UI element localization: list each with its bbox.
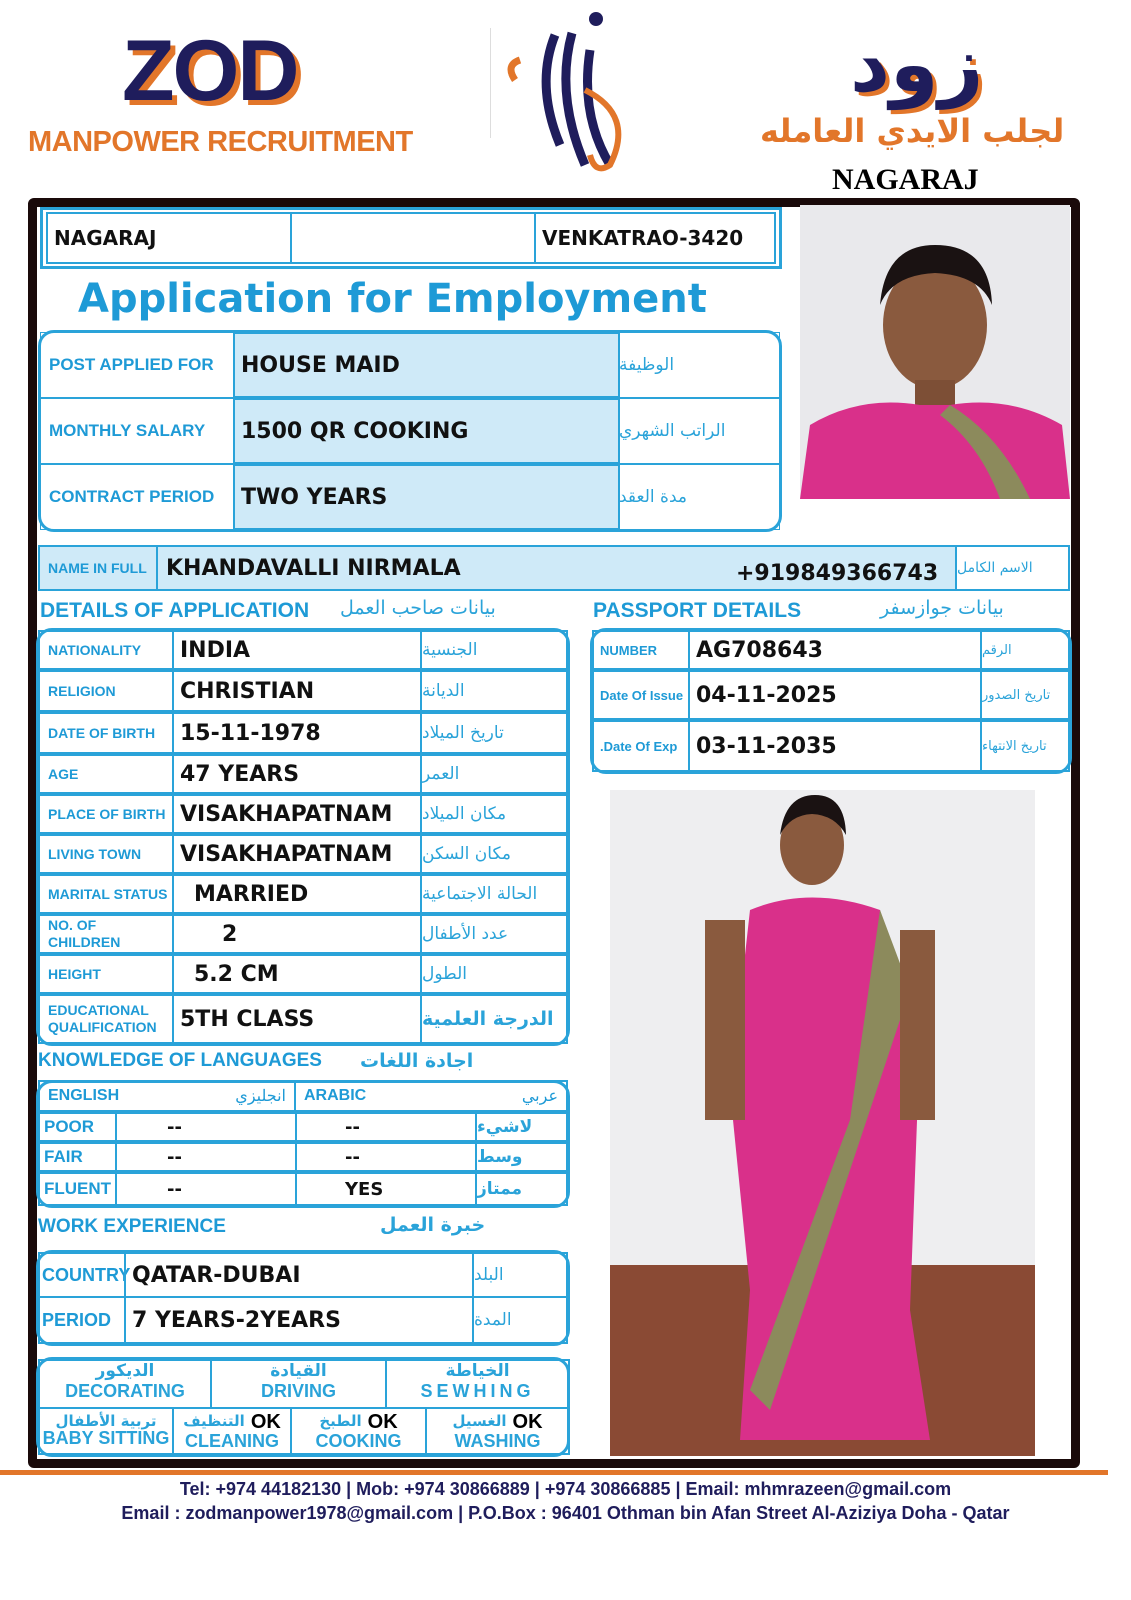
skill-cell bbox=[172, 1407, 292, 1455]
skill-check-mark: OK bbox=[367, 1410, 398, 1433]
passport-title: PASSPORT DETAILS bbox=[593, 599, 802, 622]
period-value: 7 YEARS-2YEARS bbox=[124, 1296, 474, 1344]
arabic-level-value: -- bbox=[295, 1112, 477, 1142]
passport-title-arabic: بيانات جوازسفر bbox=[880, 597, 1004, 619]
brand-tagline-arabic: لجلب الايدي العامله bbox=[760, 112, 1065, 150]
skill-label: COOKING bbox=[315, 1430, 402, 1451]
skill-label-arabic: الغسيل bbox=[452, 1411, 507, 1430]
agent-middle bbox=[290, 212, 536, 264]
skill-check-mark: OK bbox=[512, 1410, 543, 1433]
job-field-label: MONTHLY SALARY bbox=[40, 398, 235, 464]
job-field-value: TWO YEARS bbox=[233, 464, 620, 530]
footer-contact-line2: Email : zodmanpower1978@gmail.com | P.O.Box : 96401 Othman bin Afan Street Al-Aziziya Doha - Qatar bbox=[121, 1503, 1010, 1523]
detail-value: 5TH CLASS bbox=[172, 994, 422, 1044]
skill-top-line bbox=[319, 1412, 397, 1432]
period-label: PERIOD bbox=[38, 1296, 126, 1344]
country-label-arabic: البلد bbox=[472, 1252, 568, 1298]
detail-label-arabic: مكان الميلاد bbox=[420, 794, 568, 834]
arabic-label-arabic: عربي bbox=[521, 1088, 558, 1105]
detail-label: AGE bbox=[38, 754, 174, 794]
english-level-value: -- bbox=[115, 1142, 297, 1172]
arabic-label: ARABIC bbox=[304, 1087, 367, 1104]
job-field-label: CONTRACT PERIOD bbox=[40, 464, 235, 530]
passport-label-arabic: تاريخ الصدور bbox=[980, 670, 1070, 720]
detail-label: NATIONALITY bbox=[38, 630, 174, 670]
skill-top-line bbox=[55, 1411, 157, 1430]
skill-label-arabic: الديكور bbox=[95, 1361, 155, 1381]
skill-label: WASHING bbox=[454, 1430, 541, 1451]
detail-label: PLACE OF BIRTH bbox=[38, 794, 174, 834]
skill-label: DECORATING bbox=[65, 1381, 185, 1401]
form-title: Application for Employment bbox=[78, 276, 707, 322]
detail-value: INDIA bbox=[172, 630, 422, 670]
skill-label: DRIVING bbox=[260, 1381, 336, 1401]
detail-value: 15-11-1978 bbox=[172, 712, 422, 754]
full-name-value: KHANDAVALLI NIRMALA bbox=[166, 555, 461, 581]
skill-cell bbox=[38, 1359, 212, 1409]
job-field-value: 1500 QR COOKING bbox=[233, 398, 620, 464]
period-label-arabic: المدة bbox=[472, 1296, 568, 1344]
language-level-label-arabic: وسط bbox=[475, 1142, 568, 1172]
brand-logo-arabic: زود bbox=[850, 20, 984, 110]
details-title: DETAILS OF APPLICATION bbox=[40, 599, 310, 622]
detail-label-arabic: العمر bbox=[420, 754, 568, 794]
detail-value: VISAKHAPATNAM bbox=[172, 794, 422, 834]
detail-label: LIVING TOWN bbox=[38, 834, 174, 874]
skill-cell bbox=[425, 1407, 570, 1455]
detail-label-arabic: الحالة الاجتماعية bbox=[420, 874, 568, 914]
detail-value: MARRIED bbox=[172, 874, 422, 914]
detail-value: VISAKHAPATNAM bbox=[172, 834, 422, 874]
passport-label: NUMBER bbox=[592, 630, 690, 670]
detail-label-arabic: تاريخ الميلاد bbox=[420, 712, 568, 754]
brand-emblem-icon bbox=[500, 5, 640, 180]
passport-label-arabic: الرقم bbox=[980, 630, 1070, 670]
country-label: COUNTRY bbox=[38, 1252, 126, 1298]
skill-label-arabic: تربية الأطفال bbox=[55, 1411, 157, 1430]
language-level-label-arabic: ممتاز bbox=[475, 1172, 568, 1206]
footer-contact-line1: Tel: +974 44182130 | Mob: +974 30866889 | +974 30866885 | Email: mhmrazeen@gmail.com bbox=[179, 1479, 952, 1499]
detail-label: EDUCATIONAL QUALIFICATION bbox=[38, 994, 174, 1044]
language-level-label: FLUENT bbox=[38, 1172, 117, 1206]
skill-label-arabic: التنظيف bbox=[183, 1411, 245, 1430]
full-body-photo bbox=[610, 790, 1035, 1456]
portrait-photo bbox=[800, 205, 1070, 499]
arabic-header bbox=[294, 1080, 568, 1112]
passport-label: .Date Of Exp bbox=[592, 720, 690, 772]
skill-label-arabic: الخياطة bbox=[445, 1361, 510, 1381]
skill-cell bbox=[290, 1407, 427, 1455]
languages-title-arabic: اجادة اللغات bbox=[360, 1050, 474, 1072]
skill-label: SEWHING bbox=[420, 1381, 535, 1401]
detail-label-arabic: عدد الأطفال bbox=[420, 914, 568, 954]
detail-label: DATE OF BIRTH bbox=[38, 712, 174, 754]
detail-label: HEIGHT bbox=[38, 954, 174, 994]
detail-label: NO. OF CHILDREN bbox=[38, 914, 174, 954]
passport-value: AG708643 bbox=[688, 630, 982, 670]
skill-cell bbox=[385, 1359, 570, 1409]
passport-label-arabic: تاريخ الانتهاء bbox=[980, 720, 1070, 772]
job-field-label-arabic: مدة العقد bbox=[618, 464, 780, 530]
work-title: WORK EXPERIENCE bbox=[38, 1216, 226, 1237]
detail-label-arabic: مكان السكن bbox=[420, 834, 568, 874]
detail-label-arabic: الديانة bbox=[420, 670, 568, 712]
job-field-value: HOUSE MAID bbox=[233, 332, 620, 398]
job-field-label: POST APPLIED FOR bbox=[40, 332, 235, 398]
agent-name-header: NAGARAJ bbox=[832, 163, 979, 196]
footer-divider bbox=[0, 1470, 1108, 1475]
arabic-level-value: YES bbox=[295, 1172, 477, 1206]
passport-label: Date Of Issue bbox=[592, 670, 690, 720]
detail-value: 5.2 CM bbox=[172, 954, 422, 994]
detail-label-arabic: الجنسية bbox=[420, 630, 568, 670]
detail-value: 2 bbox=[172, 914, 422, 954]
skill-check-mark: OK bbox=[250, 1410, 281, 1433]
divider bbox=[490, 28, 491, 138]
details-title-arabic: بيانات صاحب العمل bbox=[340, 597, 496, 619]
brand-logo-text: ZOD bbox=[122, 23, 298, 119]
language-level-label-arabic: لاشيء bbox=[475, 1112, 568, 1142]
detail-label: MARITAL STATUS bbox=[38, 874, 174, 914]
english-label: ENGLISH bbox=[48, 1087, 120, 1104]
detail-value: CHRISTIAN bbox=[172, 670, 422, 712]
languages-title: KNOWLEDGE OF LANGUAGES bbox=[38, 1050, 322, 1071]
english-level-value: -- bbox=[115, 1112, 297, 1142]
agent-name: NAGARAJ bbox=[46, 212, 292, 264]
phone-value: +919849366743 bbox=[736, 560, 939, 586]
skill-label: BABY SITTING bbox=[42, 1428, 170, 1449]
language-level-label: FAIR bbox=[38, 1142, 117, 1172]
country-value: QATAR-DUBAI bbox=[124, 1252, 474, 1298]
english-label-arabic: انجليزي bbox=[235, 1088, 286, 1105]
skill-cell bbox=[210, 1359, 387, 1409]
skill-top-line bbox=[452, 1412, 542, 1432]
brand-tagline: MANPOWER RECRUITMENT bbox=[28, 126, 413, 158]
detail-label-arabic: الطول bbox=[420, 954, 568, 994]
full-name-label: NAME IN FULL bbox=[38, 545, 158, 591]
skill-label: CLEANING bbox=[185, 1430, 279, 1451]
language-level-label: POOR bbox=[38, 1112, 117, 1142]
detail-label: RELIGION bbox=[38, 670, 174, 712]
english-header bbox=[38, 1080, 296, 1112]
full-name-label-arabic: الاسم الكامل bbox=[955, 545, 1070, 591]
skill-top-line bbox=[183, 1412, 281, 1432]
agent-code: VENKATRAO-3420 bbox=[534, 212, 776, 264]
skill-cell bbox=[38, 1407, 174, 1455]
job-field-label-arabic: الوظيفة bbox=[618, 332, 780, 398]
detail-value: 47 YEARS bbox=[172, 754, 422, 794]
skill-label-arabic: القيادة bbox=[270, 1361, 327, 1381]
passport-value: 04-11-2025 bbox=[688, 670, 982, 720]
job-field-label-arabic: الراتب الشهري bbox=[618, 398, 780, 464]
arabic-level-value: -- bbox=[295, 1142, 477, 1172]
detail-label-arabic: الدرجة العلمية bbox=[420, 994, 568, 1044]
passport-value: 03-11-2035 bbox=[688, 720, 982, 772]
english-level-value: -- bbox=[115, 1172, 297, 1206]
work-title-arabic: خبرة العمل bbox=[380, 1214, 486, 1236]
skill-label-arabic: الطبخ bbox=[319, 1411, 362, 1430]
